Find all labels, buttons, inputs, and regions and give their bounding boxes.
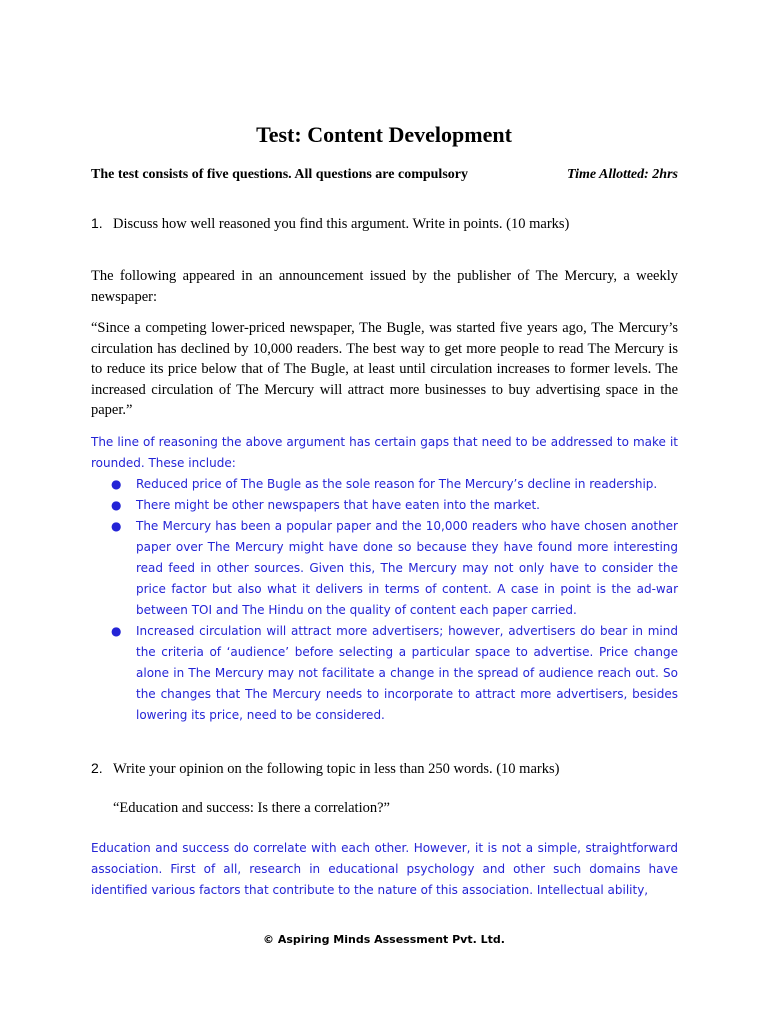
question-2: [91, 760, 691, 778]
page-title: Test: Content Development: [256, 122, 512, 147]
list-item: ● There might be other newspapers that have eaten into the market.: [91, 495, 678, 516]
list-item: ● The Mercury has been a popular paper and the 10,000 readers who have chosen another paper over The Mercury might have done so because they have found more interesting read feed in other sources. Given this, The Mercury may not only have to consider the price factor but also what it delivers in terms of content. A case in point is the ad-war between TOI and The Hindu on the quality of content each paper carried.: [91, 516, 678, 621]
list-item: ● Reduced price of The Bugle as the sole reason for The Mercury’s decline in readership.: [91, 474, 678, 495]
intro-paragraph: The following appeared in an announcement issued by the publisher of The Mercury, a weekly newspaper:: [91, 268, 678, 305]
question-2-number: 2.: [91, 760, 103, 776]
answer-1-bullet-list: [91, 474, 678, 726]
instructions-text: The test consists of five questions. All questions are compulsory: [91, 167, 468, 182]
question-1-number: 1.: [91, 215, 103, 231]
question-1-text: Discuss how well reasoned you find this argument. Write in points. (10 marks): [113, 216, 570, 232]
bullet-icon: ●: [111, 519, 122, 533]
copyright-footer: © Aspiring Minds Assessment Pvt. Ltd.: [263, 933, 505, 946]
bullet-icon: ●: [111, 477, 122, 491]
bullet-icon: ●: [111, 624, 122, 638]
test-subheading: [91, 167, 678, 183]
answer-1-intro: The line of reasoning the above argument has certain gaps that need to be addressed to make it rounded. These include:: [91, 435, 678, 470]
question-2-topic: “Education and success: Is there a correlation?”: [113, 800, 390, 816]
question-1: [91, 215, 691, 233]
answer-2-paragraph: Education and success do correlate with each other. However, it is not a simple, straightforward association. First of all, research in educational psychology and other such domains have identified various factors that contribute to the nature of this association. Intellectual ability,: [91, 841, 678, 897]
quote-paragraph: “Since a competing lower-priced newspaper, The Bugle, was started five years ago, The Mercury’s circulation has declined by 10,000 readers. The best way to get more people to read The Mercury is to reduce its price below that of The Bugle, at least until circulation increases to former levels. The increased circulation of The Mercury will attract more businesses to buy advertising space in the paper.”: [91, 320, 678, 418]
time-allotted: Time Allotted: 2hrs: [567, 167, 678, 182]
bullet-icon: ●: [111, 498, 122, 512]
list-item: ● Increased circulation will attract more advertisers; however, advertisers do bear in mind the criteria of ‘audience’ before selecting a particular space to advertise. Price change alone in The Mercury may not facilitate a change in the spread of audience reach out. So the changes that The Mercury needs to incorporate to attract more advertisers, besides lowering its price, need to be considered.: [91, 621, 678, 726]
question-2-text: Write your opinion on the following topic in less than 250 words. (10 marks): [113, 761, 560, 777]
